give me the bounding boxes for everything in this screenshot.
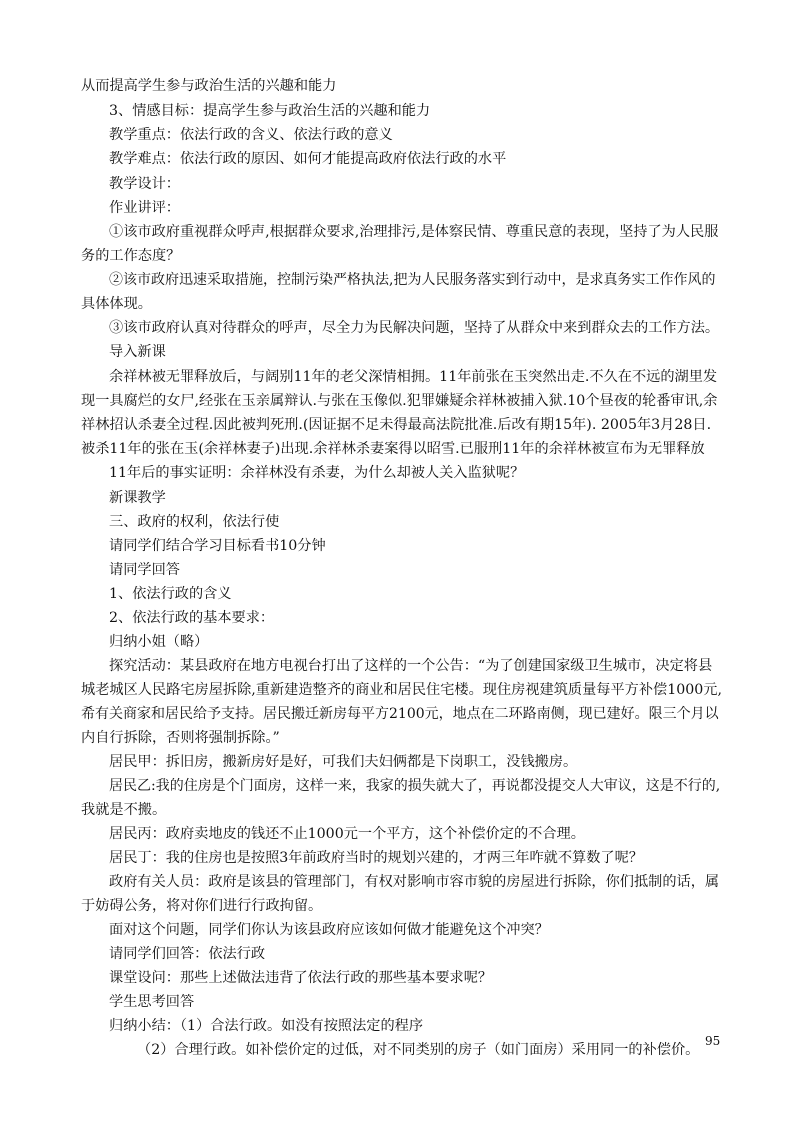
text-line: 请同学们回答：依法行政 <box>109 946 266 962</box>
text-line: 祥林招认杀妻全过程.因此被判死刑.(因证据不足未得最高法院批准.后改有期15年). 2005年3月28日. <box>81 417 712 433</box>
text-line: 务的工作态度？ <box>81 248 181 264</box>
text-line: 新课教学 <box>109 490 166 506</box>
text-line: 居民乙:我的住房是个门面房，这样一来，我家的损失就大了，再说都没提交人大审议，这是不行的, <box>109 778 721 794</box>
page-number: 95 <box>705 1034 721 1048</box>
text-line: 居民丁：我的住房也是按照3年前政府当时的规划兴建的，才两三年咋就不算数了呢？ <box>109 850 643 866</box>
text-line: 教学设计： <box>109 176 180 192</box>
text-line: 希有关商家和居民给予支持。居民搬迁新房每平方2100元，地点在二环路南侧，现已建好。限三个月以 <box>81 706 719 722</box>
text-line: ②该市政府迅速采取措施，控制污染严格执法,把为人民服务落实到行动中，是求真务实工作作风的 <box>109 272 716 288</box>
text-line: 学生思考回答 <box>109 994 195 1010</box>
text-line: 现一具腐烂的女尸,经张在玉亲属辩认.与张在玉像似.犯罪嫌疑余祥林被捕入狱.10个昼夜的轮番审讯,余 <box>81 393 718 409</box>
text-line: 请同学回答 <box>109 562 180 578</box>
text-line: 我就是不搬。 <box>81 802 167 818</box>
text-line: 三、政府的权利，依法行使 <box>109 514 280 530</box>
text-line: 居民甲：拆旧房，搬新房好是好，可我们夫妇俩都是下岗职工，没钱搬房。 <box>109 754 578 770</box>
text-line: 3、情感目标：提高学生参与政治生活的兴趣和能力 <box>109 103 431 119</box>
text-line: 于妨碍公务，将对你们进行行政拘留。 <box>81 898 323 914</box>
text-line: 探究活动：某县政府在地方电视台打出了这样的一个公告：“为了创建国家级卫生城市，决定将县 <box>109 658 713 674</box>
text-line: 教学重点：依法行政的含义、依法行政的意义 <box>109 127 393 143</box>
text-line: 请同学们结合学习目标看书10分钟 <box>109 538 326 554</box>
text-line: 余祥林被无罪释放后，与阔别11年的老父深情相拥。11年前张在玉突然出走.不久在不远的湖里发 <box>109 369 718 385</box>
text-line: 1、依法行政的含义 <box>109 586 232 602</box>
text-line: 教学难点：依法行政的原因、如何才能提高政府依法行政的水平 <box>109 151 507 167</box>
text-line: 面对这个问题，同学们你认为该县政府应该如何做才能避免这个冲突？ <box>109 922 549 938</box>
text-line: （2）合理行政。如补偿价定的过低，对不同类别的房子（如门面房）采用同一的补偿价。 <box>137 1042 700 1058</box>
text-line: 2、依法行政的基本要求： <box>109 610 275 626</box>
text-line: ①该市政府重视群众呼声,根据群众要求,治理排污,是体察民情、尊重民意的表现，坚持了为人民服 <box>109 224 719 240</box>
text-line: 被杀11年的张在玉(余祥林妻子)出现.余祥林杀妻案得以昭雪.已服刑11年的余祥林被宣布为无罪释放 <box>81 441 705 457</box>
text-line: 课堂设问：那些上述做法违背了依法行政的那些基本要求呢？ <box>109 970 493 986</box>
text-line: 政府有关人员：政府是该县的管理部门，有权对影响市容市貌的房屋进行拆除，你们抵制的话，属 <box>109 874 720 890</box>
text-line: 居民丙：政府卖地皮的钱还不止1000元一个平方，这个补偿价定的不合理。 <box>109 826 585 842</box>
text-line: 从而提高学生参与政治生活的兴趣和能力 <box>81 78 337 94</box>
text-line: 具体体现。 <box>81 296 152 312</box>
text-line: 作业讲评： <box>109 200 180 216</box>
text-line: 导入新课 <box>109 344 166 360</box>
text-line: ③该市政府认真对待群众的呼声，尽全力为民解决问题，坚持了从群众中来到群众去的工作方法。 <box>109 320 720 336</box>
text-line: 内自行拆除，否则将强制拆除。” <box>81 730 280 746</box>
text-line: 11年后的事实证明：余祥林没有杀妻，为什么却被人关入监狱呢？ <box>109 465 525 481</box>
text-line: 归纳小姐（略） <box>109 634 209 650</box>
text-line: 归纳小结：（1）合法行政。如没有按照法定的程序 <box>109 1018 424 1034</box>
text-line: 城老城区人民路宅房屋拆除,重新建造整齐的商业和居民住宅楼。现住房视建筑质量每平方补偿1000元, <box>81 682 723 698</box>
